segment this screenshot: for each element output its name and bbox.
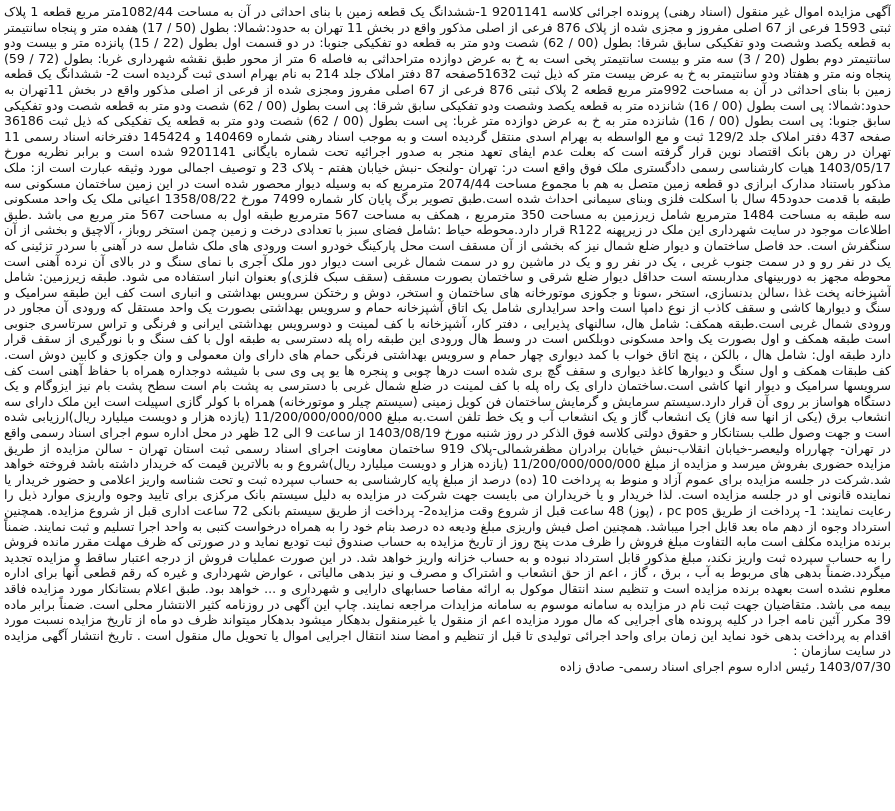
notice-body-text: آگهی مزایده اموال غیر منقول (اسناد رهنی) پرونده اجرائی کلاسه 9201141 1-ششدانگ یک قطعه زمین با بنای احداثی در آن به مساحت 1082/44متر مربع قطعه 1 پلاک ثبتی 1593 فرعی از 67 اصلی مفروز و مجزی شده از پلاک 876 فرعی از اصلی مذکور واقع در بخش 11 تهران به حدود:شمالا: بطول (50 / 17) هفده متر و پنجاه سانتیمتر به قطعه یکصد وشصت ودو تفکیکی سابق شرقا: بطول (00 / 62) شصت ودو متر به قطعه دو تفکیکی جنوبا: در دو قسمت اول بطول (22 / 15) پانزده متر و بیست ودو سانتیمتر دوم بطول (20 / 3) سه متر و بیست سانتیمتر پخی است به خ به عرض دوازده متراحداثی به فاصله 6 متر از محور طبق نقشه شهرداری غربا: بطول (72 / 59) پنجاه ونه متر و هفتاد ودو سانتیمتر به خ به عرض بیست متر که ذیل ثبت 51632صفحه 87 دفتر املاک جلد 214 به نام بهرام اسدی ثبت گردیده است 2- ششدانگ یک قطعه زمین با بنای احداثی در آن به مساحت 992متر مربع قطعه 2 پلاک ثبتی 876 فرعی از 67 اصلی مفروز ومجزی شده از فرعی از اصلی مذکور واقع در بخش 11تهران به حدود:شمالا: پی است بطول (00 / 16) شانزده متر به قطعه یکصد وشصت ودو تفکیکی سابق شرقا: پی است بطول (00 / 62) شصت ودو متر به قطعه شصت ودو تفکیکی سابق جنوبا: پی است بطول (00 / 16) شانزده متر به خ به عرض دوازده متر غربا: پی است بطول (00 / 62) شصت ودو متر به قطعه یک تفکیکی که ذیل ثبت 36186 صفحه 437 دفتر املاک جلد 129/2 ثبت و مع الواسطه به بهرام اسدی منتقل گردیده است و به موجب اسناد رهنی شماره 140469 و 145424 دفترخانه اسناد رسمی 11 تهران در رهن بانک اقتصاد نوین قرار گرفته است که بعلت عدم ایفای تعهد منجر به صدور اجرائیه تحت شماره بایگانی 9201141 شده است و برابر نظریه مورخ 1403/05/17 هیات کارشناسی رسمی دادگستری ملک فوق واقع است در: تهران -ولنجک -نبش خیابان هفتم - پلاک 23 و توصیف اجمالی مورد وثیقه عبارت است از: ملک مذکور باستناد مدارک ابرازی دو قطعه زمین متصل به هم با مجموع مساحت 2074/44 مترمربع که به وسیله دیوار محصور شده است در این زمین ساختمان مسکونی سه طبقه با قدمت حدود45 سال با اسکلت فلزی وبنای سیمانی احداث شده است.طبق تصویر برگ پایان کار شماره 7499 مورخ 1358/08/22 اعیانی ملک یک واحد مسکونی سه طبقه به مساحت 1484 مترمربع شامل زیرزمین به مساحت 350 مترمربع ، همکف به مساحت 567 مترمربع طبقه اول به مساحت 567 متر مربع می باشد .طبق اطلاعات موجود در سایت شهرداری این ملک در زیرپهنه R122 قرار دارد.محوطه حیاط :شامل فضای سبز با تعدادی درخت و زمین چمن استخر روباز ، آلاچیق و بخشی از آن سنگفرش است. حد فاصل ساختمان و دیوار ضلع شمال نیز که بخشی از آن مسقف است محل پارکینگ خودرو است ورودی های ملک شامل سه در آهنی با سردر تزئینی که یک در نفر رو و در سمت جنوب غربی ، یک در نفر رو و یک در ماشین رو در سمت شمال غربی است دیوار دور ملک آجری با نمای سنگ و در بالای آن نرده آهنی است محوطه مجهز به دوربینهای مداربسته است حداقل دیوار ضلع شرقی و ساختمان بصورت مسقف (سقف سبک فلزی)و بعنوان انبار استفاده می شود. طبقه زیرزمین: شامل آشپزخانه پخت غذا ،سالن بدنسازی، استخر ،سونا و جکوزی موتورخانه های ساختمان و استخر، دوش و رختکن سرویس بهداشتی و انباری است کف این طبقه سرامیک و سنگ و دیوارها کاشی و سقف کاذب از نوع دامپا است واحد سرایداری شامل یک اتاق آشپزخانه حمام و سرویس بهداشتی بصورت یک واحد مستقل که ورودی آن مجاور در ورودی شمال غربی است.طبقه همکف: شامل هال، سالنهای پذیرایی ، دفتر کار، آشپزخانه با کف لمینت و دوسرویس بهداشتی ایرانی و فرنگی و تراس سرتاسری جنوبی است طبقه همکف و اول بصورت یک واحد مسکونی دوبلکس است در وسط هال ورودی این طبقه راه پله دسترسی به طبقه اول با کف سنگ و با نورگیری از سقف قرار دارد طبقه اول: شامل هال ، بالکن ، پنج اتاق خواب با کمد دیواری چهار حمام و سرویس بهداشتی فرنگی حمام های دارای وان معمولی و وان جکوزی و کابین دوش است. کف طبقات همکف و اول سنگ و دیوارها کاغذ دیواری و سقف گچ بری شده است درها چوبی و پنجره ها یو پی وی سی با شیشه دوجداره همراه با حفاظ آهنی است کف سرویسها سرامیک و دیوار انها کاشی است.ساختمان دارای یک راه پله با کف لمینت در ضلع شمال غربی با دسترسی به پشت بام است سطح پشت بام نیز ایزوگام و یک دستگاه هواساز بر روی آن قرار دارد.سیستم سرمایش و گرمایش ساختمان فن کویل زمینی (سیستم چیلر و موتورخانه) همراه با کولر گازی اسپیلت است این ملک دارای سه انشعاب برق (یکی از انها سه فاز) یک انشعاب گاز و یک انشعاب آب و یک خط تلفن است.به مبلغ 11/200/000/000/000 (یازده هزار و دویست میلیارد ریال)ارزیابی شده است و جهت وصول طلب بستانکار و حقوق دولتی کلاسه فوق الذکر در روز شنبه مورخ 1403/08/19 از ساعت 9 الی 12 ظهر در محل اداره سوم اجرای اسناد رسمی واقع در تهران- چهارراه ولیعصر-خیابان انقلاب-نبش خیابان برادران مظفرشمالی-پلاک 919 ساختمان معاونت اجرای اسناد رسمی ثبت استان تهران - سالن مزایده از طریق مزایده حضوری بفروش میرسد و مزایده از مبلغ 11/200/000/000/000 (یازده هزار و دویست میلیارد ریال)شروع و به بالاترین قیمت که خریدار داشته باشد فروخته خواهد شد.شرکت در جلسه مزایده برای عموم آزاد و منوط به پرداخت 10 (ده) درصد از مبلغ پایه کارشناسی به حساب سپرده ثبت و تحت شناسه واریز اعلامی و حضور خریدار یا نماینده قانونی او در جلسه مزایده است. لذا خریدار و یا خریداران می بایست جهت شرکت در مزایده به دلیل سیستم بانک مرکزی برای تایید وجوه واریزی موارد ذیل را رعایت نمایند: 1- پرداخت از طریق pc pos ، (پوز) 48 ساعت قبل از شروع وقت مزایده2- پرداخت از طریق سیستم بانکی 72 ساعت اداری قبل از شروع مزایده. همچنین استرداد وجوه از دهم ماه بعد قابل اجرا میباشد. همچنین اصل فیش واریزی مبلغ ودیعه ده درصد بنام خود را به همراه درخواست کتبی به واحد اجرا تسلیم و ثبت نمایند. ضمناً برنده مزایده مکلف است مابه التفاوت مبلغ فروش را ظرف مدت پنج روز از تاریخ مزایده به حساب صندوق ثبت تودیع نماید و در صورتی که ظرف مهلت مقرر مانده فروش را به حساب سپرده ثبت واریز نکند، مبلغ مذکور قابل استرداد نبوده و به حساب خزانه واریز خواهد شد. در این صورت عملیات فروش از درجه اعتبار ساقط و مزایده تجدید میگردد.ضمناً بدهی های مربوط به آب ، برق ، گاز ، اعم از حق انشعاب و اشتراک و مصرف و نیز بدهی مالیاتی ، عوارض شهرداری و غیره که رقم قطعی آنها برای اداره معلوم نشده است بعهده برنده مزایده است و تنظیم سند انتقال موکول به ارائه مفاصا حسابهای دارایی و شهرداری و ... خواهد بود. طبق اعلام بستانکار مورد مزایده فاقد بیمه می باشد. متقاضیان جهت ثبت نام در مزایده به سامانه موسوم به سامانه مزایدات مراجعه نمایند. چاپ این آگهی در روزنامه کثیر الانتشار محلی است. ضمناً برابر ماده 39 مکرر آئین نامه اجرا در کلیه پرونده های اجرایی که مال مورد مزایده اعم از منقول یا غیرمنقول بدهکار میشود بدهکار میتواند ظرف دو ماه از تاریخ مزایده نسبت مورد اقدام به پرداخت بدهی خود نماید این زمان برای واحد اجرائی تولیدی تا قبل از تنظیم و امضا سند انتقال اجرایی اموال یا تحویل مال منقول است . تاریخ انتشار آگهی مزایده در سایت سازمان : <box>4 4 891 659</box>
notice-date-signature: 1403/07/30 رئیس اداره سوم اجرای اسناد رسمی- صادق زاده <box>559 658 891 674</box>
auction-notice <box>4 4 891 807</box>
notice-body <box>4 4 891 675</box>
